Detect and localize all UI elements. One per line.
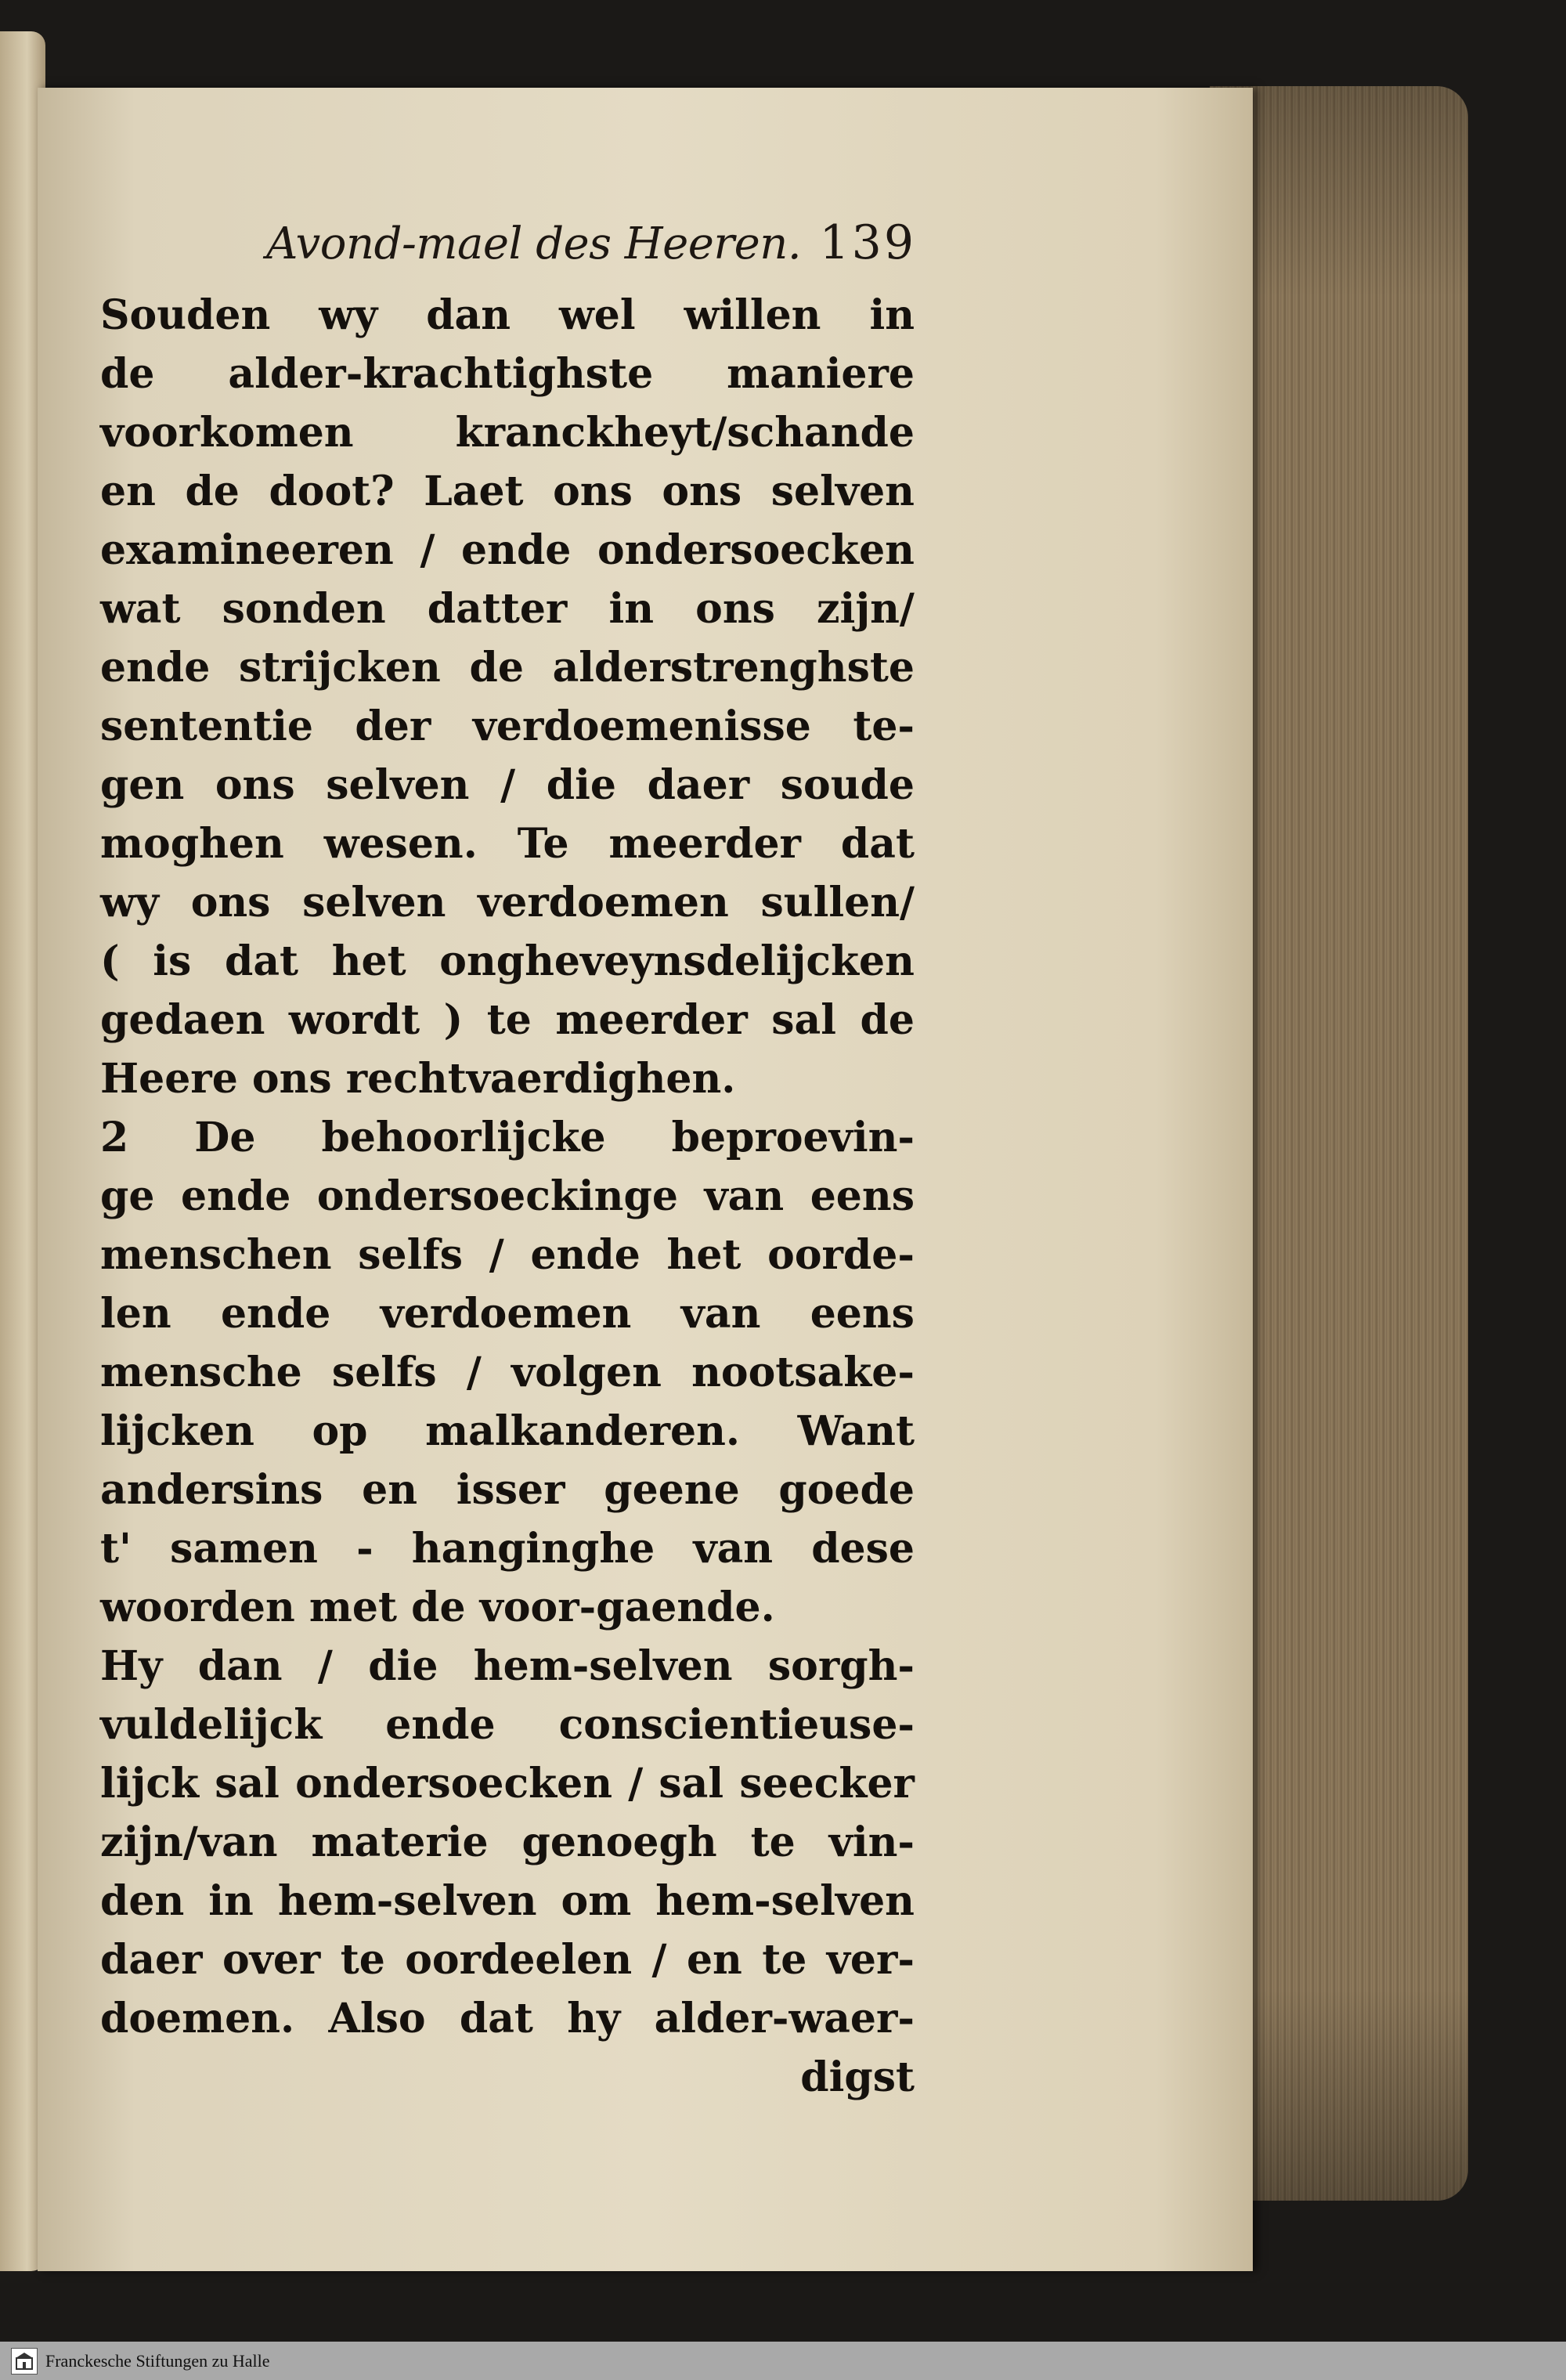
text-line: Heere ons rechtvaerdighen. bbox=[100, 1055, 736, 1103]
text-line: ge ende ondersoeckinge van eens bbox=[100, 1172, 915, 1220]
text-line: wy ons selven verdoemen sullen/ bbox=[100, 879, 915, 926]
text-line: lijcken op malkanderen. Want bbox=[100, 1407, 915, 1455]
text-line: gedaen wordt ) te meerder sal de bbox=[100, 996, 915, 1044]
text-line: doemen. Also dat hy alder-waer- bbox=[100, 1995, 915, 2042]
text-line: zijn/van materie genoegh te vin- bbox=[100, 1818, 915, 1866]
text-line: woorden met de voor-gaende. bbox=[100, 1584, 775, 1631]
institution-logo-icon bbox=[11, 2348, 38, 2375]
text-line: lijck sal ondersoecken / sal seecker bbox=[100, 1760, 915, 1808]
text-line: den in hem-selven om hem-selven bbox=[100, 1877, 915, 1925]
text-line: vuldelijck ende conscientieuse- bbox=[100, 1701, 915, 1749]
text-line: len ende verdoemen van eens bbox=[100, 1290, 915, 1338]
text-line: de alder-krachtighste maniere bbox=[100, 350, 915, 398]
footer-bar bbox=[0, 2342, 1566, 2380]
text-line: mensche selfs / volgen nootsake- bbox=[100, 1349, 915, 1396]
text-line: wat sonden datter in ons zijn/ bbox=[100, 585, 915, 633]
text-line: t' samen - hanginghe van dese bbox=[100, 1525, 915, 1573]
catchword: digst bbox=[800, 2053, 915, 2101]
footer-credit: Franckesche Stiftungen zu Halle bbox=[45, 2350, 270, 2371]
text-block bbox=[100, 286, 915, 2107]
text-line: moghen wesen. Te meerder dat bbox=[100, 820, 915, 868]
page-header bbox=[266, 215, 916, 278]
text-line: gen ons selven / die daer soude bbox=[100, 761, 915, 809]
text-line: andersins en isser geene goede bbox=[100, 1466, 915, 1514]
text-line: ende strijcken de alderstrenghste bbox=[100, 644, 915, 692]
page-number: 139 bbox=[819, 215, 916, 270]
text-line: voorkomen kranckheyt/schande bbox=[100, 409, 915, 457]
text-line: Souden wy dan wel willen in bbox=[100, 291, 915, 339]
running-title: Avond-mael des Heeren. bbox=[266, 218, 802, 269]
text-line: ( is dat het ongheveynsdelijcken bbox=[100, 937, 915, 985]
text-line: examineeren / ende ondersoecken bbox=[100, 526, 915, 574]
text-line: 2 De behoorlijcke beproevin- bbox=[100, 1114, 915, 1161]
text-line: Hy dan / die hem-selven sorgh- bbox=[100, 1642, 915, 1690]
text-line: en de doot? Laet ons ons selven bbox=[100, 468, 915, 515]
text-line: daer over te oordeelen / en te ver- bbox=[100, 1936, 915, 1984]
text-line: menschen selfs / ende het oorde- bbox=[100, 1231, 915, 1279]
text-line: sententie der verdoemenisse te- bbox=[100, 702, 915, 750]
